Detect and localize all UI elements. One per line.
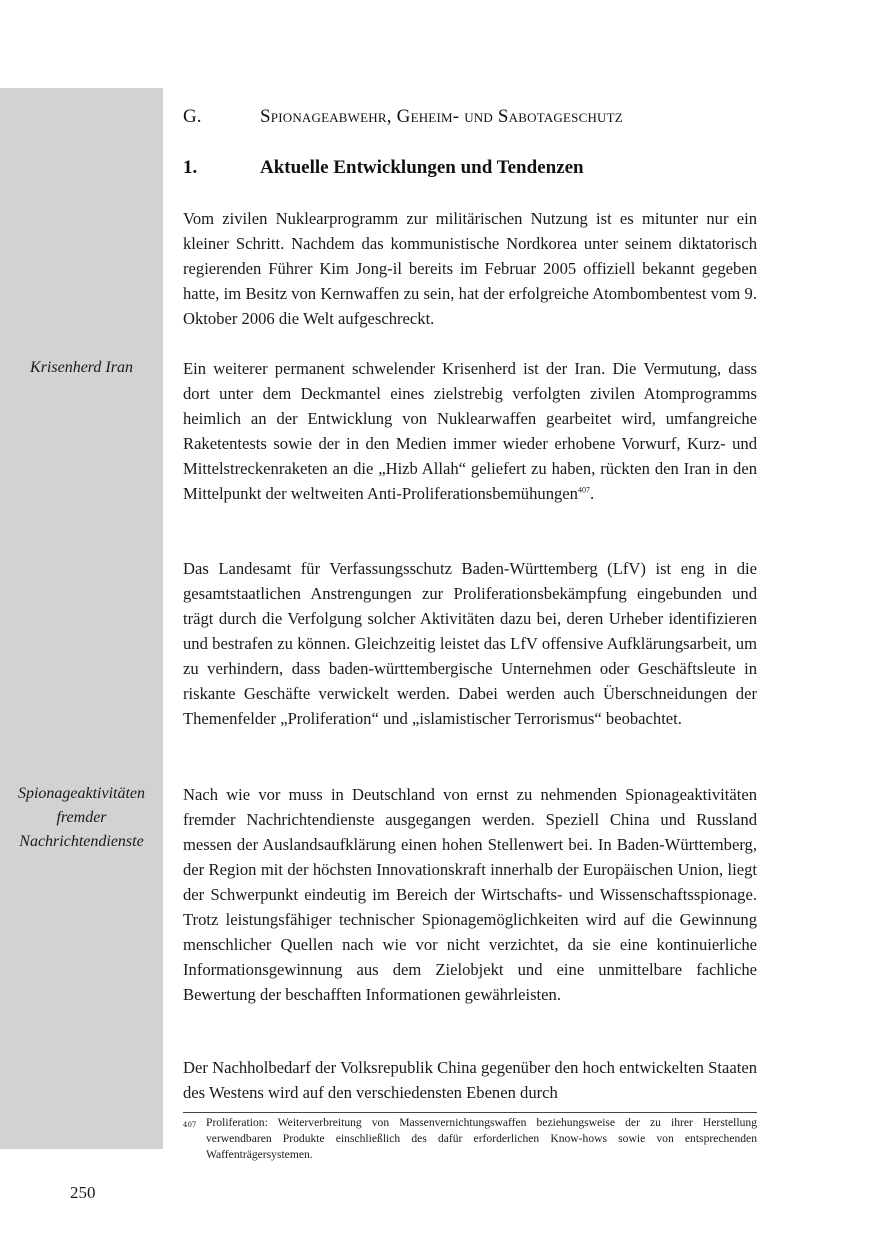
paragraph-5: Der Nachholbedarf der Volksrepublik China gegenüber den hoch entwickelten Staaten des Westens wird auf den verschiedensten Ebenen durch	[183, 1058, 757, 1102]
footnote-text: Proliferation: Weiterverbreitung von Massenvernichtungswaffen beziehungsweise der zu ihrer Herstellung verwendbaren Produkte einschließlich des dafür erforderlichen Know-hows sowie von entsprechenden Waffenträgersystemen.	[206, 1116, 757, 1161]
margin-note-espionage: Spionageaktivitäten fremder Nachrichtendienste	[17, 785, 146, 850]
paragraph-2	[183, 356, 757, 506]
section-title: Spionageabwehr, Geheim- und Sabotageschutz	[260, 106, 623, 127]
footnote-number: 407	[183, 1121, 197, 1129]
paragraph-2-end: .	[589, 484, 595, 503]
paragraph-2-text: Ein weiterer permanent schwelender Krisenherd ist der Iran. Die Vermutung, dass dort unter dem Deckmantel eines zielstrebig verfolgten zivilen Atomprogramms heimlich an der Entwicklung von Nuklearwaffen gearbeitet wird, umfangreiche Raketentests sowie der in den Medien immer wieder erhobene Vorwurf, Kurz- und Mittelstreckenraketen an die „Hizb Allah“ geliefert zu haben, rückten den Iran in den Mittelpunkt der weltweiten Anti-Proliferationsbemühungen	[183, 359, 757, 503]
paragraph-3: Das Landesamt für Verfassungsschutz Baden-Württemberg (LfV) ist eng in die gesamtstaatlichen Anstrengungen zur Proliferationsbekämpfung eingebunden und trägt durch die Verfolgung solcher Aktivitäten dazu bei, deren Urheber identifizieren und bestrafen zu können. Gleichzeitig leistet das LfV offensive Aufklärungsarbeit, um zu verhindern, dass baden-württembergische Unternehmen oder Geschäftsleute in riskante Geschäfte verwickelt werden. Dabei werden auch Überschneidungen der Themenfelder „Proliferation“ und „islamistischer Terrorismus“ beobachtet.	[183, 559, 757, 728]
paragraph-1: Vom zivilen Nuklearprogramm zur militärischen Nutzung ist es mitunter nur ein kleiner Schritt. Nachdem das kommunistische Nordkorea unter seinem diktatorisch regierenden Führer Kim Jong-il bereits im Februar 2005 offiziell bekannt gegeben hatte, im Besitz von Kernwaffen zu sein, hat der erfolgreiche Atombombentest vom 9. Oktober 2006 die Welt aufgeschreckt.	[183, 209, 757, 328]
subsection-number: 1.	[183, 157, 198, 178]
section-number: G.	[183, 106, 202, 127]
subsection-title: Aktuelle Entwicklungen und Tendenzen	[260, 157, 584, 178]
footnote-divider	[183, 1112, 757, 1113]
footnote-reference: 407	[577, 485, 590, 495]
margin-note-iran: Krisenherd Iran	[30, 359, 133, 376]
paragraph-4: Nach wie vor muss in Deutschland von ernst zu nehmenden Spionageaktivitäten fremder Nachrichtendienste ausgegangen werden. Speziell China und Russland messen der Auslandsaufklärung einen hohen Stellenwert bei. In Baden-Württemberg, der Region mit der höchsten Innovationskraft innerhalb der Europäischen Union, liegt der Schwerpunkt eindeutig im Bereich der Wirtschafts- und Wissenschaftsspionage. Trotz leistungsfähiger technischer Spionagemöglichkeiten wird auf die Gewinnung menschlicher Quellen nach wie vor nicht verzichtet, da sie eine kontinuierliche Informationsgewinnung aus dem Zielobjekt und eine unmittelbare fachliche Bewertung der beschafften Informationen gewährleisten.	[183, 785, 757, 1004]
page-number: 250	[70, 1183, 96, 1202]
margin-column	[0, 88, 163, 1149]
